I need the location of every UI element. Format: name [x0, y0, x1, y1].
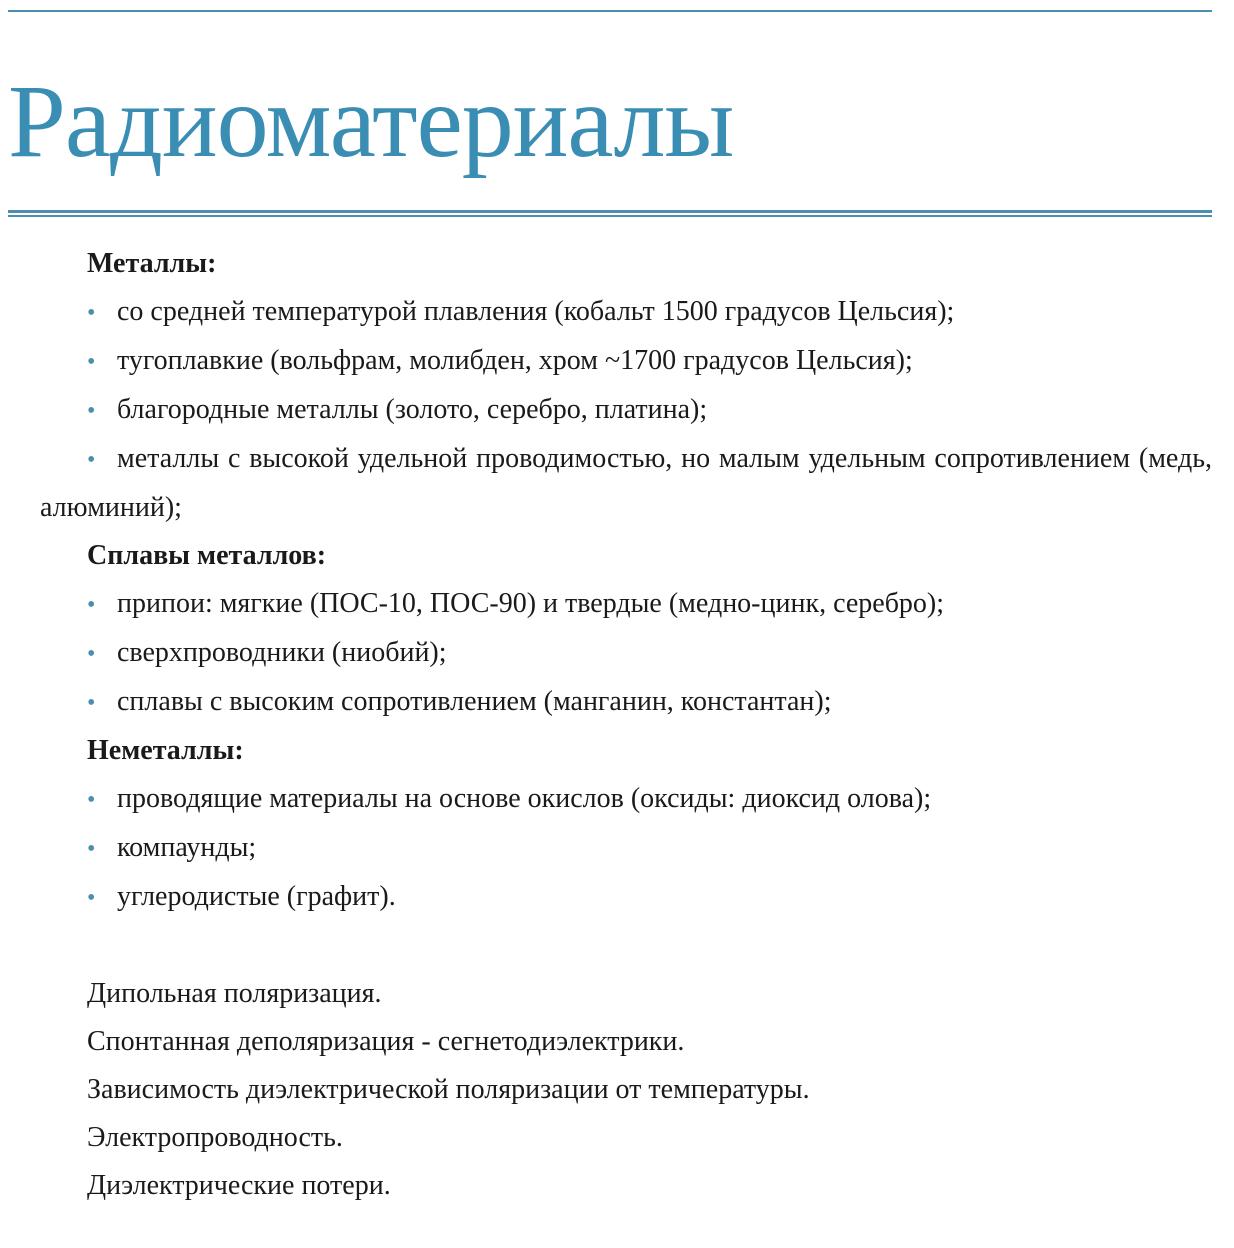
bullet-icon: • [87, 349, 96, 375]
list-item [40, 435, 1212, 532]
bullet-icon: • [87, 836, 96, 862]
bullet-icon: • [87, 641, 96, 667]
topic-line: Дипольная поляризация. [87, 978, 382, 1009]
list-item [40, 337, 1212, 386]
list-item [40, 775, 1212, 824]
list-item-text: тугоплавкие (вольфрам, молибден, хром ~1700 градусов Цельсия); [117, 345, 913, 376]
bullet-icon: • [87, 885, 96, 911]
list-item [40, 629, 1212, 678]
list-item-text: сверхпроводники (ниобий); [117, 637, 447, 668]
list-item-text: благородные металлы (золото, серебро, платина); [117, 394, 708, 425]
topic-line: Зависимость диэлектрической поляризации от температуры. [87, 1074, 810, 1105]
section-heading-alloys: Сплавы металлов: [87, 540, 327, 571]
bullet-icon: • [87, 787, 96, 813]
section-heading-metals: Металлы: [87, 248, 217, 279]
list-item [40, 580, 1212, 629]
top-rule [8, 10, 1212, 12]
title-double-rule [8, 210, 1212, 217]
section-heading-nonmetals: Неметаллы: [87, 735, 244, 766]
bullet-icon: • [87, 690, 96, 716]
bullet-icon: • [87, 398, 96, 424]
list-item [40, 678, 1212, 727]
topic-line: Спонтанная деполяризация - сегнетодиэлектрики. [87, 1026, 685, 1057]
spacer [40, 922, 1212, 970]
list-item-text: сплавы с высоким сопротивлением (манганин, константан); [117, 686, 832, 717]
list-item [40, 386, 1212, 435]
list-item-text: компаунды; [117, 832, 257, 863]
bullet-icon: • [87, 300, 96, 326]
bullet-icon: • [87, 592, 96, 618]
list-item-text: со средней температурой плавления (кобальт 1500 градусов Цельсия); [117, 296, 955, 327]
list-item-text: припои: мягкие (ПОС-10, ПОС-90) и твердые (медно-цинк, серебро); [117, 588, 945, 619]
bullet-icon: • [87, 447, 96, 473]
list-item [40, 288, 1212, 337]
document-body [40, 240, 1212, 1210]
list-item [40, 873, 1212, 922]
topic-line: Электропроводность. [87, 1122, 343, 1153]
topic-line: Диэлектрические потери. [87, 1170, 391, 1201]
list-item [40, 824, 1212, 873]
page-title: Радиоматериалы [8, 64, 734, 179]
list-item-text: углеродистые (графит). [117, 881, 396, 912]
list-item-text: металлы с высокой удельной проводимостью, но малым удельным сопротивлением (медь, алюминий); [40, 443, 1212, 523]
list-item-text: проводящие материалы на основе окислов (оксиды: диоксид олова); [117, 783, 932, 814]
